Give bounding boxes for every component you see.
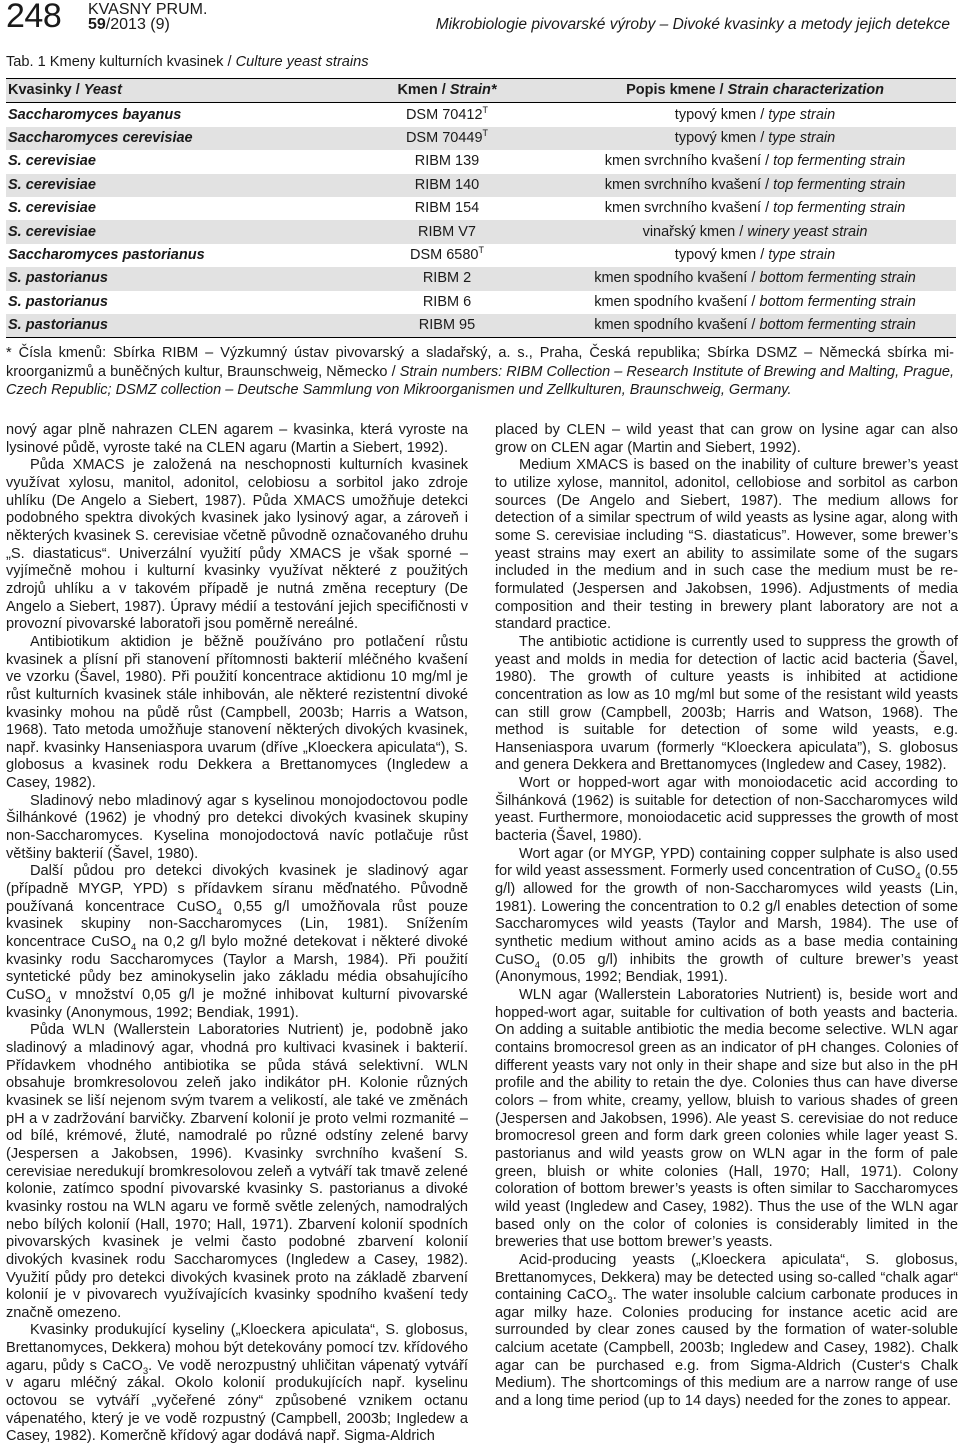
running-title: Mikrobiologie pivovarské výroby – Divoké kvasinky a metody jejich detekce (435, 16, 950, 33)
cell-desc: typový kmen / type strain (674, 246, 836, 263)
cell-strain: RIBM 2 (422, 270, 472, 287)
cell-yeast: Saccharomyces cerevisiae (8, 129, 193, 146)
cell-yeast: S. pastorianus (6, 314, 340, 338)
cell-strain: RIBM 6 (422, 293, 472, 310)
paragraph: WLN agar (Wallerstein Laboratories Nutrient) is, beside wort and hopped-wort agar, suitable for cultivation of both yeasts and bacteria. On adding a suitable antibiotic the media become selective. WLN agar contains bromocresol green as an indicator of pH changes. Colonies of different yeasts vary not only in their shape and size but also in the pH profile and the ability to retain the dye. Colonies thus can have diverse colors – from white, creamy, yellow, bluish to various shades of green (Jespersen and Jakobsen, 1996). Ale yeast S. cerevisiae do not reduce bromocresol green and form dark green colonies while lager yeast S. pastorianus and wild yeasts grow on WLN agar in the form of pale green, bluish or white colonies (Hall, 1970; Hall, 1971). Colony coloration of bottom brewer’s yeasts is often similar to Saccharomyces wild yeast (Ingledew and Casey, 1982). Thus the use of the WLN agar based only on the color of colonies is considerably limited in the breweries that use bottom brewer’s yeasts. (495, 987, 958, 1251)
cell-yeast: S. cerevisiae (8, 153, 96, 170)
table-caption (6, 53, 369, 71)
paragraph: placed by CLEN – wild yeast that can grow on lysine agar can also grow on CLEN agar (Martin and Siebert, 1992). (495, 422, 958, 456)
paragraph: Acid-producing yeasts („Kloeckera apiculata“, S. globosus, Brettanomyces, Dekkera) may be detected using so-called “chalk agar“ containing CaCO$_3$. The water insoluble calcium carbonate produces in agar milky haze. Colonies producing for instance acetic acid are surrounded by clear zones caused by the formation of water-soluble calcium acetate (Campbell, 2003b; Ingledew and Casey, 1982). Chalk agar can be purchased e.g. from Sigma-Aldrich (Custer‘s Chalk Medium). The shortcomings of this medium are a narrow range of use and a long time period (up to 14 days) needed for the zones to appear. (495, 1251, 959, 1410)
table-row (6, 197, 956, 220)
cell-desc: kmen svrchního kvašení / top fermenting strain (604, 200, 906, 217)
cell-strain: DSM $70412^T$ (405, 104, 489, 123)
cell-desc: typový kmen / type strain (674, 106, 836, 123)
paragraph: nový agar plně nahrazen CLEN agarem – kvasinka, která vyroste na lysinové půdě, vyroste také na CLEN agaru (Martin a Siebert, 1992). (6, 422, 468, 456)
paragraph: Kvasinky produkující kyseliny („Kloeckera apiculata“, S. globosus, Brettanomyces, Dekkera) mohou být detekovány pomocí tzv. křídového agaru, půdy s CaCO$_3$. Ve vodě nerozpustný uhličitan vápenatý vytváří v agaru mléčný zákal. Okolo kolonií produkujících např. kyselinu octovou se vytváří „vyčeřené zóny“ způsobené vznikem octanu vápenatého, který je ve vodě rozpustný (Campbell, 2003b; Ingledew a Casey, 1982). Komerčně křídový agar dodává např. Sigma-Aldrich (6, 1322, 468, 1445)
table-footnote: * Čísla kmenů: Sbírka RIBM – Výzkumný ústav pivovarský a sladařský, a. s., Praha, Česká republika; Sbírka DSMZ – Německá sbírka mikroorganizmů a buněčných kultur, Braunschweig, Německo / Strain numbers: RIBM Collection – Research Institute of Brewing and Malting, Prague, Czech Republic; DSMZ collection – Deutsche Sammlung von Mikroorganismen und Zellkulturen, Braunschweig, Germany. (6, 345, 954, 398)
cell-strain: RIBM 95 (340, 314, 554, 338)
header-characterization: Popis kmene / Strain characterization (554, 79, 956, 103)
journal-name: KVASNY PRUM. (88, 1, 208, 18)
cell-strain: DSM $6580^T$ (409, 245, 484, 263)
paragraph: Další půdou pro detekci divokých kvasinek je sladinový agar (případně MYGP, YPD) s přídavkem síranu měďnatého. Původně používaná koncentrace CuSO$_4$ 0,55 g/l umožňovala růst pouze kvasinek skupiny non-Saccharomyces (Lin, 1981). Snížením koncentrace CuSO$_4$ na 0,2 g/l bylo možné detekovat i některé divoké kvasinky rodu Saccharomyces (Taylor a Marsh, 1984). Při použití syntetické půdy bez aminokyselin jako základu média obsahujícího CuSO$_4$ v množství 0,05 g/l je možné inhibovat kulturní pivovarské kvasinky (Anonymous, 1992; Bendiak, 1991). (6, 863, 469, 1021)
cell-yeast: Saccharomyces pastorianus (8, 246, 205, 263)
table-caption-en: Culture yeast strains (235, 54, 369, 70)
paragraph: Wort or hopped-wort agar with monoiodacetic acid according to Šilhánková (1962) is suitable for detection of non-Saccharomyces wild yeast. Furthermore, monoiodacetic acid suppresses the growth of most bacteria (Šavel, 1980). (495, 775, 958, 845)
cell-strain: RIBM 139 (414, 153, 480, 170)
cell-desc: kmen spodního kvašení / bottom fermenting strain (594, 270, 916, 287)
cell-strain: RIBM 154 (414, 200, 480, 217)
page-header (6, 0, 956, 34)
cell-yeast: S. cerevisiae (8, 223, 96, 240)
table-row (6, 174, 956, 197)
volume-issue: /2013 (9) (105, 16, 170, 33)
cell-yeast: Saccharomyces bayanus (8, 106, 182, 123)
table-row (6, 267, 956, 290)
cell-desc: kmen spodního kvašení / bottom fermenting strain (594, 293, 916, 310)
table-row (6, 127, 956, 150)
cell-strain: DSM $70449^T$ (405, 128, 489, 146)
paragraph: Půda XMACS je založená na neschopnosti kulturních kvasinek využívat xylosu, manitol, adonitol, celobiosu a sorbitol jako zdroje uhlíku (De Angelo a Siebert, 1987). Půda XMACS umožňuje detekci podobného spektra divokých kvasinek jako lysinový agar, a zároveň i některých kvasinek S. cerevisiae včetně původně označovaného druhu „S. diastaticus“. Univerzální využití půdy XMACS je však sporné – vyjímečně mohou i kulturní kvasinky využívat některé z použitých zdrojů uhlíku a v takovém případě je nutná změna receptury (De Angelo a Siebert, 1987). Úpravy médií a testování jejich specifičnosti v provozní pivovarské laboratoři jsou poměrně nereálné. (6, 457, 468, 633)
cell-yeast: S. pastorianus (8, 293, 108, 310)
table-row (6, 220, 956, 243)
left-column-czech (6, 422, 468, 1446)
paragraph: Půda WLN (Wallerstein Laboratories Nutrient) je, podobně jako sladinový a mladinový agar, vhodná pro kultivaci kvasinek i bakterií. Přídavkem vhodného antibiotika se půda stává selektivní. WLN obsahuje bromkresolovou zeleň jako indikátor pH. Kolonie různých kvasinek se liší nejenom svým tvarem a velikostí, ale také ve změnách pH a v zadržování barvičky. Zbarvení kolonií je proto velmi rozmanité – od bílé, krémové, žluté, namodralé po různé odstíny zelené barvy (Jespersen a Jakobsen, 1996). Kvasinky svrchního kvašení S. cerevisiae neredukují bromkresolovou zeleň a vytváří tak tmavě zelené kolonie, zatímco spodní pivovarské kvasinky S. pastorianus a divoké kvasinky rostou na WLN agaru ve formě světle zelených, namodralých nebo bílých kolonií (Hall, 1970; Hall, 1971). Zbarvení kolonií spodních pivovarských kvasinek je velmi často podobné zbarvení kolonií divokých kvasinek rodu Saccharomyces (Ingledew a Casey, 1982). Využití půdy pro detekci divokých kvasinek proto na základě zbarvení kolonií je v pivovarech využívajících kvasinky spodního kvašení tedy značně omezeno. (6, 1022, 468, 1321)
paragraph: Medium XMACS is based on the inability of culture brewer’s yeast to utilize xylose, mannitol, adonitol, cellobiose and sorbitol as carbon sources (De Angelo and Siebert, 1987). The medium allows for detection of a similar spectrum of wild yeasts as lysine agar, along with some S. cerevisiae including “S. diastaticus”. However, some brewer’s yeast strains may exert an ability to assimilate some of the sugars included in the medium and in such case the medium must be re-formulated (Jespersen and Jakobsen, 1996). Adjustments of media composition and their testing in brewery plant laboratory are not a standard practice. (495, 457, 958, 633)
paragraph: Sladinový nebo mladinový agar s kyselinou monojodoctovou podle Šilhánkové (1962) je vhodný pro detekci divokých kvasinek skupiny non-Saccharomyces. Kyselina monojodoctová navíc potlačuje růst většiny bakterií (Šavel, 1980). (6, 792, 468, 862)
cell-desc: vinařský kmen / winery yeast strain (642, 223, 868, 240)
cell-desc: kmen svrchního kvašení / top fermenting strain (604, 176, 906, 193)
header-yeast: Kvasinky / Yeast (6, 79, 340, 103)
volume-number: 59 (88, 16, 106, 33)
journal-volume (88, 17, 170, 33)
table-row (6, 291, 956, 314)
right-column-english (495, 422, 958, 1411)
table-row (6, 314, 956, 338)
yeast-strains-table (6, 78, 956, 338)
table-header-row (6, 79, 956, 103)
header-strain: Kmen / Strain* (340, 79, 554, 103)
cell-desc: kmen svrchního kvašení / top fermenting strain (604, 153, 906, 170)
table-row (6, 150, 956, 173)
paragraph: The antibiotic actidione is currently used to suppress the growth of yeast and molds in media for detection of lactic acid bacteria (Šavel, 1980). The growth of culture yeasts is inhibited at actidione concentration as low as 10 mg/ml but some of the resistant wild yeasts can still grow (Campbell, 2003b; Harris and Watson, 1968). The method is suitable for detection of some wild yeasts, e.g. Hanseniaspora uvarum (formerly “Kloeckera apiculata”), S. globosus and genera Dekkera and Brettanomyces (Ingledew and Casey, 1982). (495, 633, 958, 774)
page-number: 248 (6, 0, 62, 35)
table-row (6, 103, 956, 127)
cell-desc: kmen spodního kvašení / bottom fermenting strain (554, 314, 956, 338)
paragraph: Antibiotikum aktidion je běžně používáno pro potlačení růstu kvasinek a plísní při stanovení přítomnosti bakterií mléčného kvašení ve vzorku (Šavel, 1980). Při použití koncentrace aktidionu 10 mg/ml je růst kulturních kvasinek stále inhibován, ale některé rezistentní divoké kvasinky mohou na půdě růst (Campbell, 2003b; Harris a Watson, 1968). Tato metoda umožňuje stanovení některých divokých kvasinek, např. kvasinky Hanseniaspora uvarum (dříve „Kloeckera apiculata“), S. globosus a kvasinek rodu Dekkera a Brettanomyces (Ingledew a Casey, 1982). (6, 633, 468, 792)
cell-yeast: S. cerevisiae (8, 176, 96, 193)
table-row (6, 244, 956, 267)
cell-strain: RIBM V7 (417, 223, 476, 240)
cell-desc: typový kmen / type strain (674, 129, 836, 146)
cell-yeast: S. cerevisiae (8, 200, 96, 217)
cell-yeast: S. pastorianus (8, 270, 108, 287)
table-caption-prefix: Tab. 1 Kmeny kulturních kvasinek / (6, 54, 236, 70)
cell-strain: RIBM 140 (414, 176, 480, 193)
paragraph: Wort agar (or MYGP, YPD) containing copper sulphate is also used for wild yeast assessment. Formerly used concentration of CuSO$_4$ (0.55 g/l) allowed for the growth of non-Saccharomyces wild yeasts (Lin, 1981). Lowering the concentration to 0.2 g/l enables detection of some Saccharomyces wild yeasts (Taylor and Marsh, 1984). The use of synthetic medium without amino acids as a base media containing CuSO$_4$ (0.05 g/l) inhibits the growth of culture brewer’s yeast (Anonymous, 1992; Bendiak, 1991). (495, 845, 958, 986)
